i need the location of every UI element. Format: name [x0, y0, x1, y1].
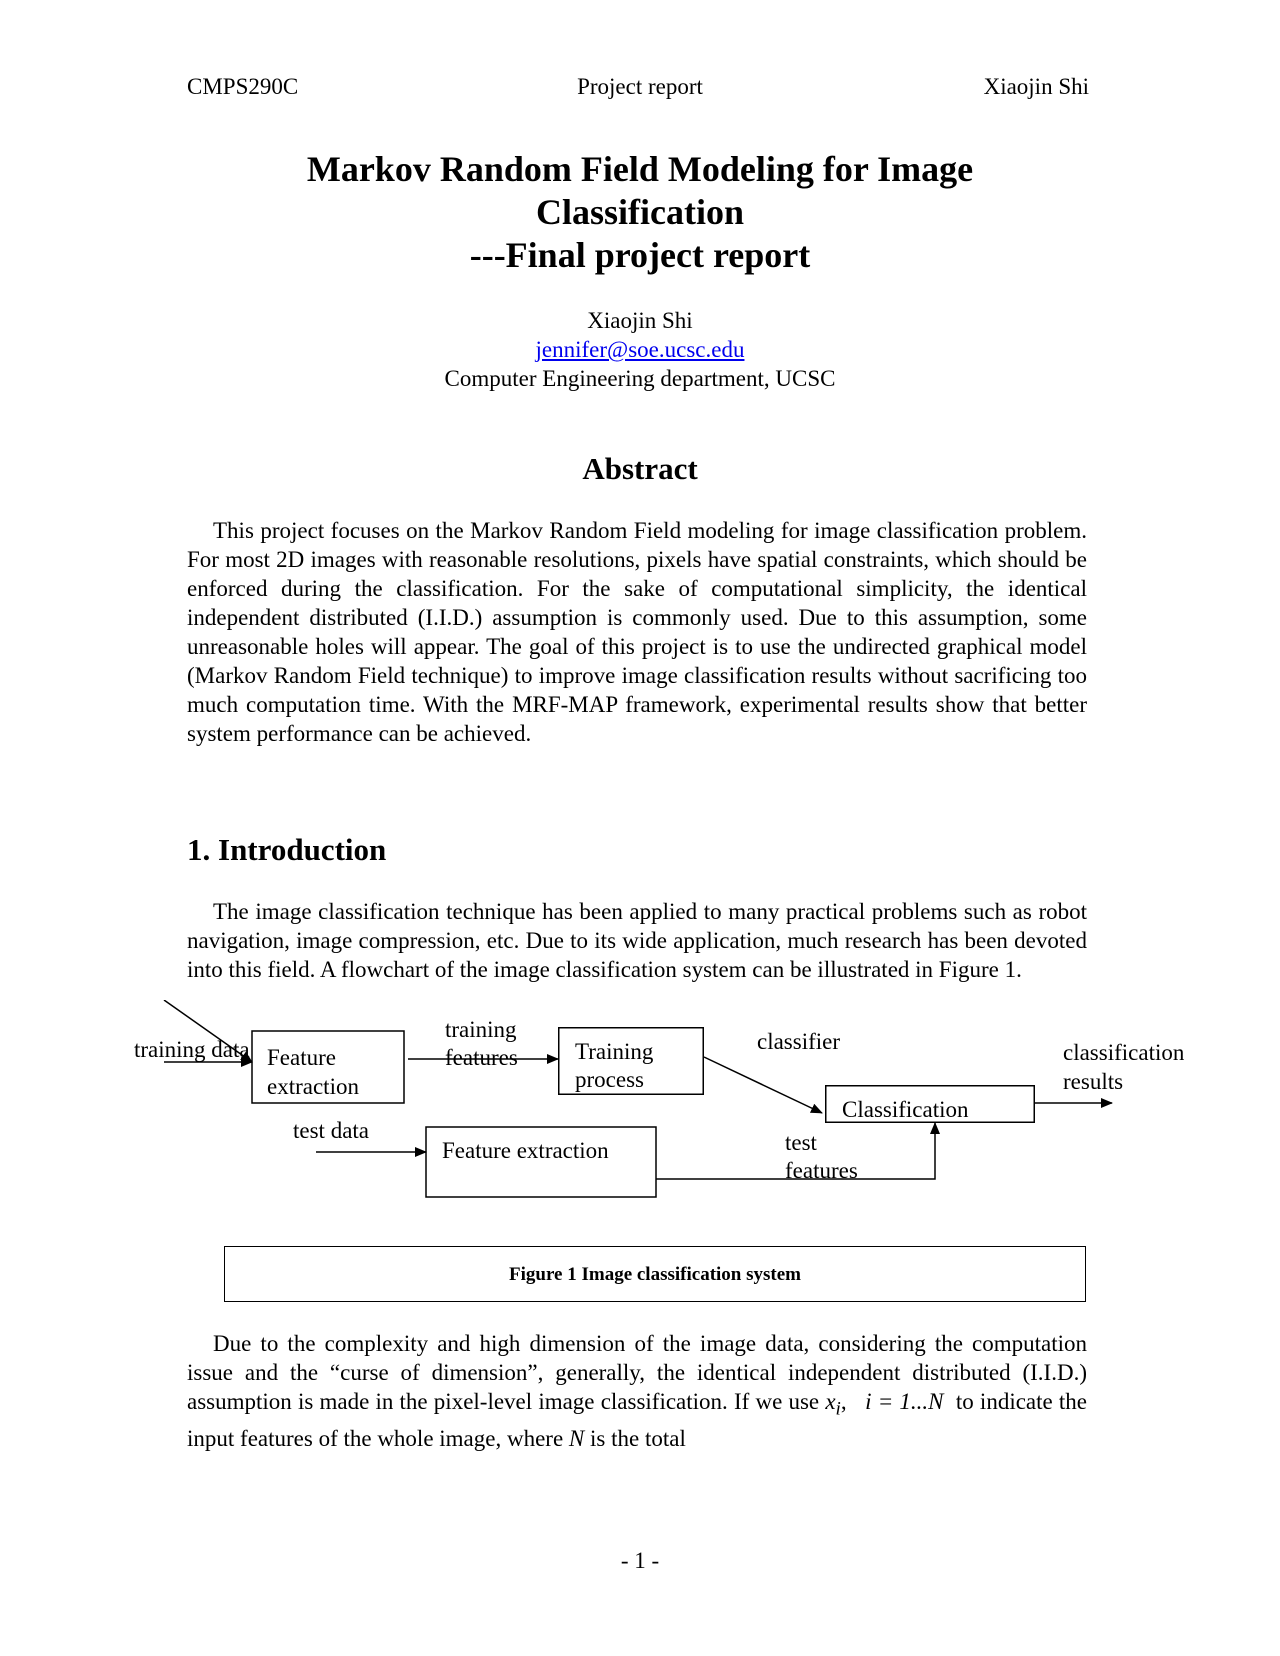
- label-classification-results-2: results: [1063, 1069, 1124, 1094]
- math-x-subscript: i: [835, 1398, 841, 1420]
- author-email-link[interactable]: jennifer@soe.ucsc.edu: [535, 337, 745, 362]
- title-line-2: Classification: [535, 192, 744, 232]
- label-classification: Classification: [842, 1097, 969, 1122]
- abstract-text: This project focuses on the Markov Random Field modeling for image classification problem. For most 2D images with reasonable resolutions, pixels have spatial constraints, which should be enforced during the classification. For the sake of computational simplicity, the identical independent distributed (I.I.D.) assumption is commonly used. Due to this assumption, some unreasonable holes will appear. The goal of this project is to use the undirected graphical model (Markov Random Field technique) to improve image classification results without sacrificing too much computation time. With the MRF-MAP framework, experimental results show that better system performance can be achieved.: [187, 518, 1087, 746]
- title-line-1: Markov Random Field Modeling for Image: [306, 149, 974, 189]
- introduction-paragraph-2: [187, 1329, 1087, 1453]
- author-affiliation: Computer Engineering department, UCSC: [444, 366, 836, 391]
- label-classification-results-1: classification: [1063, 1040, 1185, 1065]
- paragraph-2-tail-2: is the total: [590, 1425, 686, 1451]
- title-line-3: ---Final project report: [469, 235, 811, 275]
- label-training-process-1: Training: [575, 1039, 654, 1064]
- math-separator: ,: [840, 1389, 847, 1414]
- introduction-heading: 1. Introduction: [187, 832, 387, 867]
- running-header-author: Xiaojin Shi: [983, 74, 1089, 99]
- paper-title: [0, 148, 1280, 277]
- label-classifier: classifier: [757, 1029, 841, 1054]
- label-training-features-2: features: [445, 1045, 518, 1070]
- math-index-range: i = 1...N: [865, 1389, 944, 1414]
- math-x: x: [825, 1389, 836, 1414]
- author-block: [0, 306, 1280, 393]
- introduction-paragraph-1: The image classification technique has been applied to many practical problems such as robot navigation, image compression, etc. Due to its wide application, much research has been devoted into this field. A flowchart of the image classification system can be illustrated in Figure 1.: [187, 899, 1087, 982]
- arrow-classifier: [704, 1057, 822, 1113]
- figure-1-caption: Figure 1 Image classification system: [224, 1246, 1086, 1302]
- running-header-doc-type: Project report: [577, 74, 703, 99]
- abstract-heading: Abstract: [582, 451, 698, 486]
- paragraph-2-text: Due to the complexity and high dimension of the image data, considering the computation issue and the “curse of dimension”, generally, the identical independent distributed (I.I.D.) assumption is made in the pixel-level image classification. If we use: [187, 1331, 1087, 1414]
- author-name: Xiaojin Shi: [587, 308, 693, 333]
- label-test-features-1: test: [785, 1130, 817, 1155]
- label-test-data: test data: [293, 1118, 369, 1143]
- math-n: N: [568, 1425, 585, 1451]
- label-training-features-1: training: [445, 1017, 517, 1042]
- paragraph-2-tail-1: to indicate the input features of the whole image, where: [187, 1389, 1087, 1451]
- label-test-features-2: features: [785, 1158, 858, 1183]
- running-header-course: CMPS290C: [187, 74, 299, 99]
- label-training-process-2: process: [575, 1067, 644, 1092]
- label-feature-extraction-test: Feature extraction: [442, 1138, 609, 1163]
- label-feature-extraction-2: extraction: [267, 1074, 359, 1099]
- label-feature-extraction-1: Feature: [267, 1045, 336, 1070]
- label-training-data: training data: [134, 1037, 250, 1062]
- page-number: - 1 -: [620, 1548, 660, 1573]
